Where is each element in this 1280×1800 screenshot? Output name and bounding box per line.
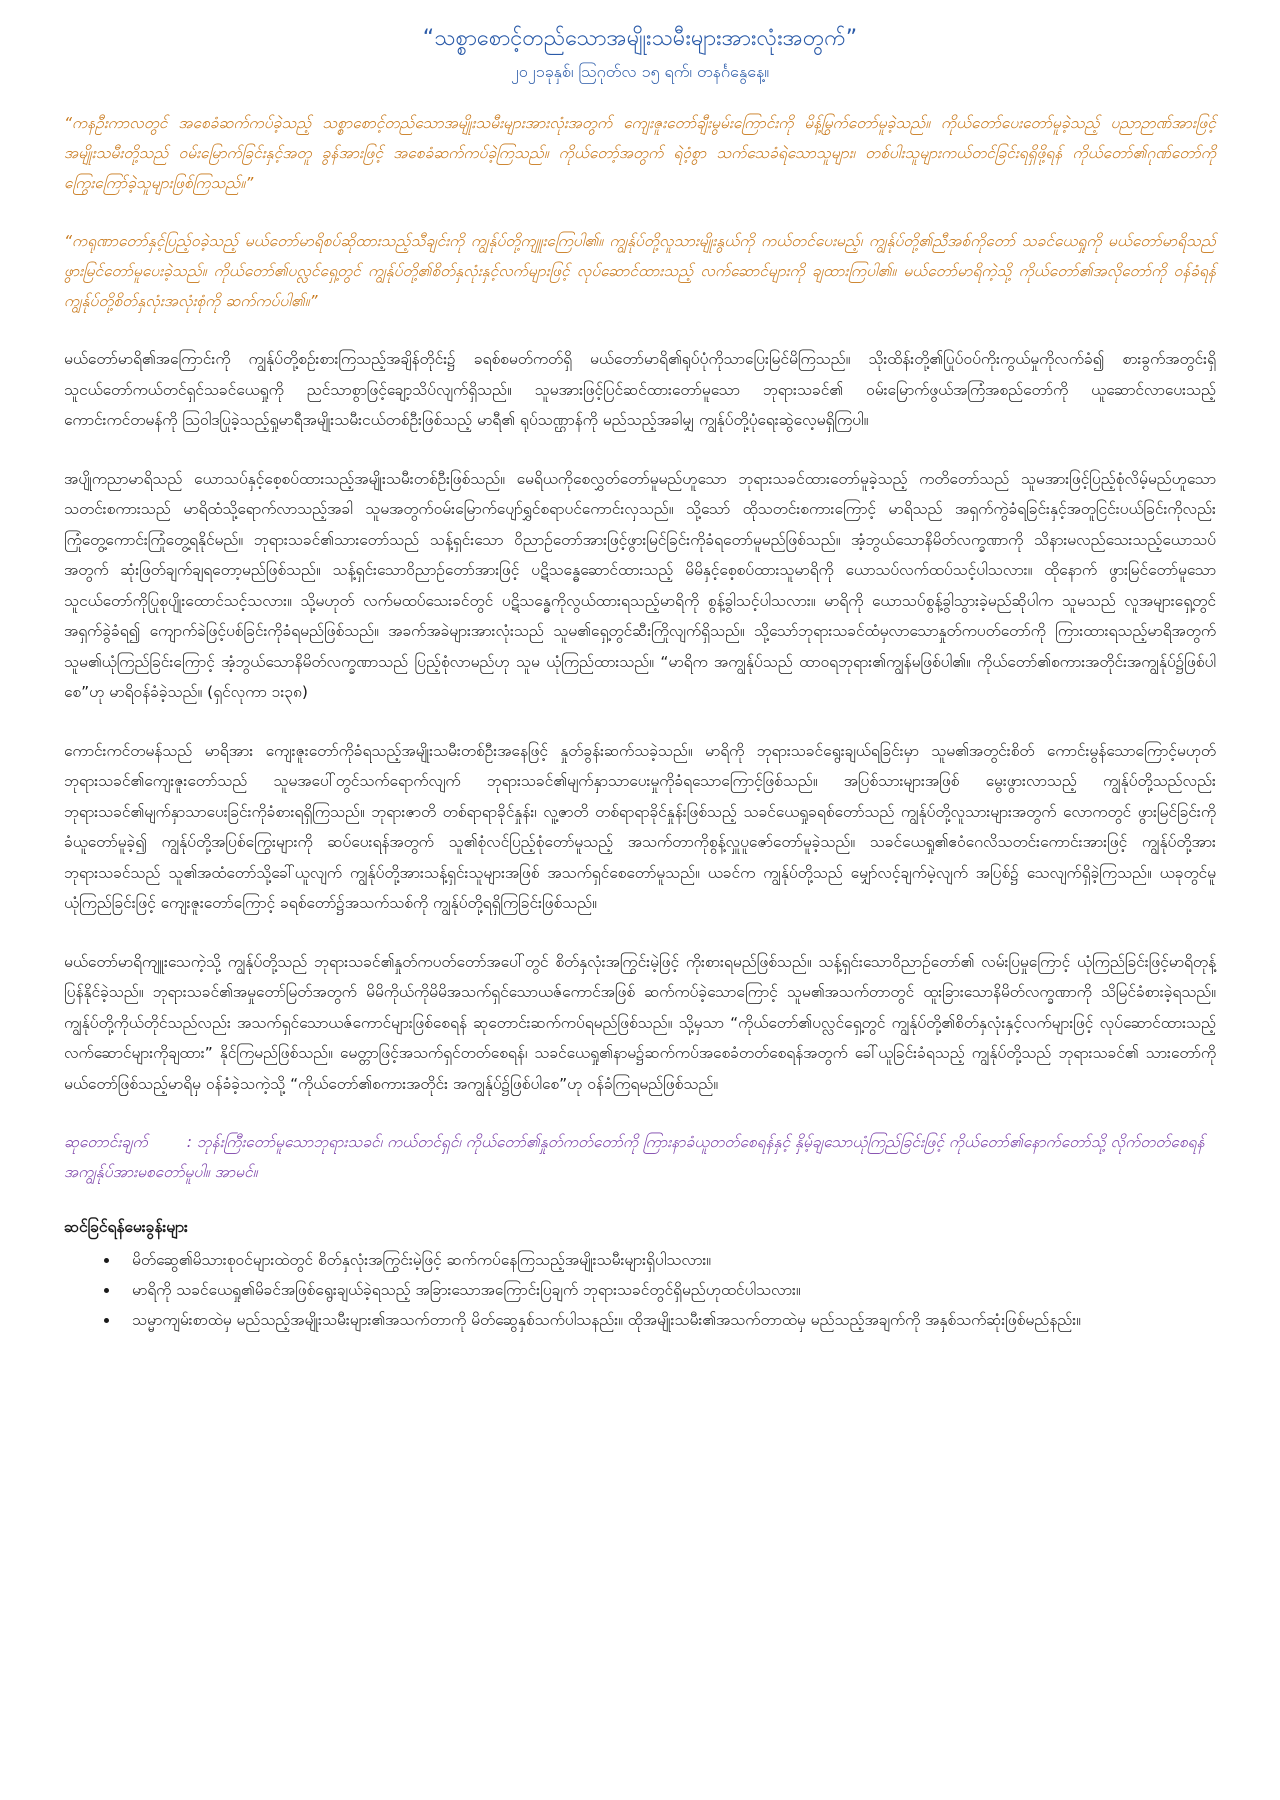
questions-heading: ဆင်ခြင်ရန်မေးခွန်းများ [64,1218,188,1236]
body-paragraph: အပျိုကညာမာရိသည် ယောသပ်နှင့်စေ့စပ်ထားသည့်အမျိုးသမီးတစ်ဦးဖြစ်သည်။ မေရိယကိုစေလွှတ်တော်မူမည်ဟူသော ဘုရားသခင်ထားတော်မူခဲ့သည့် ကတိတော်သည် သူမအားဖြင့်ပြည့်စုံလိမ့်မည်ဟူသောသတင်းစကားသည် မာရိထံသို့ရောက်လာသည့်အခါ သူမအတွက်ဝမ်းမြောက်ပျော်ရွှင်စရာပင်ကောင်းလှသည်။ သို့သော် ထိုသတင်းစကားကြောင့် မာရိသည် အရှက်ကွဲခံရခြင်းနှင့်အတူငြင်းပယ်ခြင်းကိုလည်း ကြုံတွေ့ကောင်းကြုံတွေ့ရနိုင်မည်။ ဘုရားသခင်၏သားတော်သည် သန့်ရှင်းသော ဝိညာဉ်တော်အားဖြင့်ဖွားမြင်ခြင်းကိုခံရတော်မူမည်ဖြစ်သည်။ အံ့ဘွယ်သောနိမိတ်လက္ခဏာကို သိနားမလည်သေးသည့်ယောသပ်အတွက် ဆုံးဖြတ်ချက်ချရတော့မည်ဖြစ်သည်။ သန့်ရှင်းသောဝိညာဉ်တော်အားဖြင့် ပဋိသန္ဓေဆောင်ထားသည့် မိမိနှင့်စေ့စပ်ထားသူမာရိကို ယောသပ်လက်ထပ်သင့်ပါသလား။ ထိုနောက် ဖွားမြင်တော်မူသော သူငယ်တော်ကိုပြုစုပျိုးထောင်သင့်သလား။ သို့မဟုတ် လက်မထပ်သေးခင်တွင် ပဋိသန္ဓေကိုလွယ်ထားရသည့်မာရိကို စွန့်ခွါသင့်ပါသလား။ မာရိကို ယောသပ်စွန့်ခွါသွားခဲ့မည်ဆိုပါက သူမသည် လူအများရှေ့တွင် အရှက်ခွဲခံရ၍ ကျောက်ခဲဖြင့်ပစ်ခြင်းကိုခံရမည်ဖြစ်သည်။ အခက်အခဲများအားလုံးသည် သူမ၏ရှေ့တွင်ဆီးကြိုလျက်ရှိသည်။ သို့သော်ဘုရားသခင်ထံမှလာသောနှုတ်ကပတ်တော်ကို ကြားထားရသည့်မာရိအတွက် သူမ၏ယုံကြည်ခြင်းကြောင့် အံ့ဘွယ်သောနိမိတ်လက္ခဏာသည် ပြည့်စုံလာမည်ဟု သူမ ယုံကြည်ထားသည်။ “မာရိက အကျွန်ုပ်သည် ထာဝရဘုရား၏ကျွန်မဖြစ်ပါ၏။ ကိုယ်တော်၏စကားအတိုင်းအကျွန်ုပ်၌ဖြစ်ပါစေ”ဟု မာရိဝန်ခံခဲ့သည်။ (ရှင်လုကာ ၁း၃၈) [64,469,1216,701]
date-line: ၂၀၂၁ခုနှစ်၊ ဩဂုတ်လ ၁၅ ရက်၊ တနင်္ဂနွေနေ့။ [510,62,770,81]
body-paragraph: မယ်တော်မာရိကျူးသေကဲ့သို့ ကျွန်ုပ်တို့သည် ဘုရားသခင်၏နှုတ်ကပတ်တော်အပေါ်တွင် စိတ်နှလုံးအကြွင်းမဲ့ဖြင့် ကိုးစားရမည်ဖြစ်သည်။ သန့်ရှင်းသောဝိညာဉ်တော်၏ လမ်းပြမှုကြောင့် ယုံကြည်ခြင်းဖြင့်မာရိတုန့်ပြန်နိုင်ခဲ့သည်။ ဘုရားသခင်၏အမှုတော်မြတ်အတွက် မိမိကိုယ်ကိုမိမိအသက်ရှင်သောယဇ်ကောင်အဖြစ် ဆက်ကပ်ခဲ့သောကြောင့် သူမ၏အသက်တာတွင် ထူးခြားသောနိမိတ်လက္ခဏာကို သိမြင်ခံစားခဲ့ရသည်။ ကျွန်ုပ်တို့ကိုယ်တိုင်သည်လည်း အသက်ရှင်သောယဇ်ကောင်များဖြစ်စေရန် ဆုတောင်းဆက်ကပ်ရမည်ဖြစ်သည်။ သို့မှသာ “ကိုယ်တော်၏ပလ္လင်ရှေ့တွင် ကျွန်ုပ်တို့၏စိတ်နှလုံးနှင့်လက်များဖြင့် လုပ်ဆောင်ထားသည့် လက်ဆောင်များကိုချထား” နိုင်ကြမည်ဖြစ်သည်။ မေတ္တာဖြင့်အသက်ရှင်တတ်စေရန်၊ သခင်ယေရှု၏နာမ၌ဆက်ကပ်အစေခံတတ်စေရန်အတွက် ခေါ်ယူခြင်းခံရသည့် ကျွန်ုပ်တို့သည် ဘုရားသခင်၏ သားတော်ကို မယ်တော်ဖြစ်သည့်မာရိမှ ဝန်ခံခဲ့သကဲ့သို့ “ကိုယ်တော်၏စကားအတိုင်း အကျွန်ုပ်၌ဖြစ်ပါစေ”ဟု ဝန်ခံကြရမည်ဖြစ်သည်။ [64,952,1216,1093]
prayer-label: ဆုတောင်းချက် [64,1133,148,1151]
question-item: • မာရိကို သခင်ယေရှု၏မိခင်အဖြစ်ရွေးချယ်ခဲ့ရသည့် အခြားသောအကြောင်းပြချက် ဘုရားသခင်တွင်ရှိမည်ဟုထင်ပါသလား။ [120,1275,1216,1305]
mary-song-quote: “ကရုဏာတော်နှင့်ပြည့်ဝခဲ့သည့် မယ်တော်မာရိစပ်ဆိုထားသည့်သီချင်းကို ကျွန်ုပ်တို့ကျူးကြေပါ၏။ ကျွန်ုပ်တို့လူသားမျိုးနွယ်ကို ကယ်တင်ပေးမည့်၊ ကျွန်ုပ်တို့၏ညီအစ်ကိုတော် သခင်ယေရှုကို မယ်တော်မာရိသည် ဖွားမြင်တော်မူပေးခဲ့သည်။ ကိုယ်တော်၏ပလ္လင်ရှေ့တွင် ကျွန်ုပ်တို့၏စိတ်နှလုံးနှင့်လက်များဖြင့် လုပ်ဆောင်ထားသည့် လက်ဆောင်များကို ချထားကြပါ၏။ မယ်တော်မာရိကဲ့သို့ ကိုယ်တော်၏အလိုတော်ကို ဝန်ခံရန် ကျွန်ုပ်တို့စိတ်နှလုံးအလုံးစုံကို ဆက်ကပ်ပါ၏။” [64,232,1216,310]
body-paragraph: မယ်တော်မာရိ၏အကြောင်းကို ကျွန်ုပ်တို့စဉ်းစားကြသည့်အချိန်တိုင်း၌ ခရစ်စမတ်ကတ်ရှိ မယ်တော်မာရိ၏ရုပ်ပုံကိုသာပြေးမြင်မိကြသည်။ သိုးထိန်းတို့၏ပြုပ်ဝပ်ကိုးကွယ်မှုကိုလက်ခံ၍ စားခွက်အတွင်းရှိ သူငယ်တော်ကယ်တင်ရှင်သခင်ယေရှုကို ညင်သာစွာဖြင့်ချော့သိပ်လျက်ရှိသည်။ သူမအားဖြင့်ပြင်ဆင်ထားတော်မူသော ဘုရားသခင်၏ ဝမ်းမြောက်ဖွယ်အကြံအစည်တော်ကို ယူဆောင်လာပေးသည့်ကောင်းကင်တမန်ကို ဩဝါဒပြုခဲ့သည့်ရှုမာရီအမျိုးသမီးငယ်တစ်ဦးဖြစ်သည့် မာရီ၏ ရုပ်သဏ္ဌာန်ကို မည်သည့်အခါမျှ ကျွန်ုပ်တို့ပုံရေးဆွဲလေ့မရှိကြပါ။ [64,350,1216,429]
body-paragraph: ကောင်းကင်တမန်သည် မာရိအား ကျေးဇူးတော်ကိုခံရသည့်အမျိုးသမီးတစ်ဦးအနေဖြင့် နှုတ်ခွန်းဆက်သခဲ့သည်။ မာရိကို ဘုရားသခင်ရွေးချယ်ရခြင်းမှာ သူမ၏အတွင်းစိတ် ကောင်းမွန်သောကြောင့်မဟုတ် ဘုရားသခင်၏ကျေးဇူးတော်သည် သူမအပေါ်တွင်သက်ရောက်လျက် ဘုရားသခင်၏မျက်နှာသာပေးမှုကိုခံရသောကြောင့်ဖြစ်သည်။ အပြစ်သားများအဖြစ် မွေးဖွားလာသည့် ကျွန်ုပ်တို့သည်လည်း ဘုရားသခင်၏မျက်နှာသာပေးခြင်းကိုခံစားရရှိကြသည်။ ဘုရားဇာတိ တစ်ရာရာခိုင်နှုန်း၊ လူ့ဇာတိ တစ်ရာရာခိုင်နှုန်းဖြစ်သည့် သခင်ယေရှုခရစ်တော်သည် ကျွန်ုပ်တို့လူသားများအတွက် လောကတွင် ဖွားမြင်ခြင်းကိုခံယူတော်မူခဲ့၍ ကျွန်ုပ်တို့အပြစ်ကြွေးများကို ဆပ်ပေးရန်အတွက် သူ၏စုံလင်ပြည့်စုံတော်မူသည့် အသက်တာကိုစွန့်လှူပူဇော်တော်မူခဲ့သည်။ သခင်ယေရှု၏ဧဝံဂေလိသတင်းကောင်းအားဖြင့် ကျွန်ုပ်တို့အား ဘုရားသခင်သည် သူ၏အထံတော်သို့ခေါ်ယူလျက် ကျွန်ုပ်တို့အားသန့်ရှင်းသူများအဖြစ် အသက်ရှင်စေတော်မူသည်။ ယခင်က ကျွန်ုပ်တို့သည် မျှော်လင့်ချက်မဲ့လျက် အပြစ်၌ သေလျက်ရှိခဲ့ကြသည်။ ယခုတွင်မူ ယုံကြည်ခြင်းဖြင့် ကျေးဇူးတော်ကြောင့် ခရစ်တော်၌အသက်သစ်ကို ကျွန်ုပ်တို့ရရှိကြခြင်းဖြစ်သည်။ [64,741,1216,912]
question-item: • သမ္မာကျမ်းစာထဲမှ မည်သည့်အမျိုးသမီးများ၏အသက်တာကို မိတ်ဆွေနှစ်သက်ပါသနည်း။ ထိုအမျိုးသမီး၏အသက်တာထဲမှ မည်သည့်အချက်ကို အနှစ်သက်ဆုံးဖြစ်မည်နည်း။ [120,1305,1216,1335]
question-item: • မိတ်ဆွေ၏မိသားစုဝင်များထဲတွင် စိတ်နှလုံးအကြွင်းမဲ့ဖြင့် ဆက်ကပ်နေကြသည့်အမျိုးသမီးများရှိပါသလား။ [120,1245,1216,1275]
opening-quote: “ကနဦးကာလတွင် အစေခံဆက်ကပ်ခဲ့သည့် သစ္စာစောင့်တည်သောအမျိုးသမီးများအားလုံးအတွက် ကျေးဇူးတော်ချီးမွမ်းကြောင်းကို မိန့်မြွက်တော်မူခဲ့သည်။ ကိုယ်တော်ပေးတော်မူခဲ့သည့် ပညာဉာဏ်အားဖြင့် အမျိုးသမီးတို့သည် ဝမ်းမြောက်ခြင်းနှင့်အတူ ခွန်အားဖြင့် အစေခံဆက်ကပ်ခဲ့ကြသည်။ ကိုယ်တော့်အတွက် ရဲဝံ့စွာ သက်သေခံရဲသောသူများ၊ တစ်ပါးသူများကယ်တင်ခြင်းရရှိဖို့ရန် ကိုယ်တော်၏ဂုဏ်တော်ကို ကြွေးကြော်ခဲ့သူများဖြစ်ကြသည်။” [64,114,1216,192]
page-title: “သစ္စာစောင့်တည်သောအမျိုးသမီးများအားလုံးအတွက်” [422,26,858,51]
questions-list [64,1245,1216,1335]
prayer-text: : ဘုန်းကြီးတော်မူသောဘုရားသခင်၊ ကယ်တင်ရှင်၊ ကိုယ်တော်၏နှုတ်ကတ်တော်ကို ကြားနာခံယူတတ်စေရန်နှင့် နှိမ့်ချသောယုံကြည်ခြင်းဖြင့် ကိုယ်တော်၏နောက်တော်သို့ လိုက်တတ်စေရန် အကျွန်ုပ်အားမစတော်မူပါ။ အာမင်။ [64,1133,1205,1181]
prayer-block [64,1127,1216,1187]
